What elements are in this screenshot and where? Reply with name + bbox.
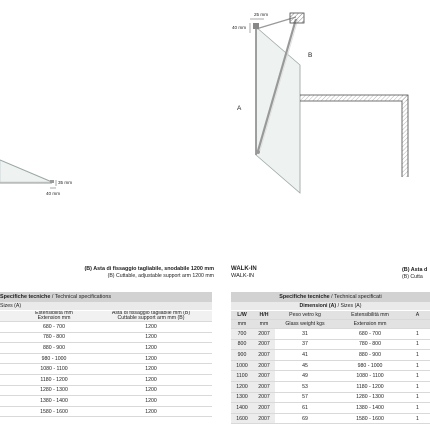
extension-cell: 780 - 800	[18, 332, 90, 343]
table-row	[0, 322, 212, 333]
weight-cell: 45	[275, 360, 335, 371]
support-arm-cell: 1	[405, 392, 430, 403]
support-arm-cell: 1	[405, 329, 430, 340]
unit-lw: mm	[231, 320, 253, 329]
width-cell: 700	[231, 329, 253, 340]
title-it: WALK-IN	[231, 266, 257, 272]
weight-cell: 31	[275, 329, 335, 340]
extension-cell: 1080 - 1100	[335, 371, 405, 382]
table-row	[0, 385, 212, 396]
right-caption-en: (B) Cutta	[402, 273, 423, 280]
dim-40mm-label-right: 40 mm	[232, 25, 247, 30]
extension-cell: 1080 - 1100	[18, 364, 90, 375]
weight-cell: 61	[275, 403, 335, 414]
table-row	[0, 374, 212, 385]
extension-cell: 680 - 700	[18, 322, 90, 333]
left-spec-table	[0, 311, 212, 417]
right-spec-it-label: Specifiche tecniche	[279, 294, 330, 300]
height-cell: 2007	[253, 392, 275, 403]
left-spec-bar	[0, 292, 212, 302]
height-cell: 2007	[253, 413, 275, 424]
unit-hh: mm	[253, 320, 275, 329]
weight-cell: 69	[275, 413, 335, 424]
extension-cell: 1380 - 1400	[18, 396, 90, 407]
right-table-unit-row	[231, 320, 430, 329]
width-cell: 1000	[231, 360, 253, 371]
col-ext-header-right: Estensibilità mm	[335, 311, 405, 320]
table-row	[0, 364, 212, 375]
support-arm-cell: 1200	[90, 353, 212, 364]
support-arm-cell: 1200	[90, 364, 212, 375]
right-dimensions-bar	[231, 302, 430, 310]
width-cell: 1400	[231, 403, 253, 414]
support-arm-cell: 1200	[90, 396, 212, 407]
right-caption-it: (B) Asta d	[402, 267, 428, 273]
label-b: B	[308, 52, 313, 59]
width-cell: 1100	[231, 371, 253, 382]
right-spec-en-label: / Technical specificati	[331, 294, 382, 300]
height-cell: 2007	[253, 350, 275, 361]
table-row	[231, 329, 430, 340]
left-sizes-bar	[0, 302, 212, 310]
label-a: A	[237, 105, 242, 112]
height-cell: 2007	[253, 403, 275, 414]
extension-cell: 680 - 700	[335, 329, 405, 340]
width-cell: 800	[231, 339, 253, 350]
support-arm-cell: 1	[405, 350, 430, 361]
weight-cell: 37	[275, 339, 335, 350]
unit-ext: Extension mm	[335, 320, 405, 329]
support-arm-cell: 1	[405, 413, 430, 424]
dimensions-a-label: (A)	[328, 303, 337, 309]
support-arm-cell: 1	[405, 360, 430, 371]
extension-cell: 880 - 900	[18, 343, 90, 354]
walk-in-drawing	[230, 5, 430, 195]
support-arm-cell: 1200	[90, 332, 212, 343]
width-cell: 1300	[231, 392, 253, 403]
right-caption	[402, 267, 427, 280]
support-arm-cell: 1	[405, 381, 430, 392]
weight-cell: 57	[275, 392, 335, 403]
weight-cell: 41	[275, 350, 335, 361]
extension-cell: 980 - 1000	[335, 360, 405, 371]
col-hh-header: H/H	[253, 311, 275, 320]
title-en: WALK-IN	[231, 273, 255, 279]
table-row	[231, 413, 430, 424]
table-row	[0, 332, 212, 343]
table-row	[231, 403, 430, 414]
table-row	[231, 360, 430, 371]
col-lw-header: L/W	[231, 311, 253, 320]
extension-cell: 1280 - 1300	[335, 392, 405, 403]
extension-cell: 980 - 1000	[18, 353, 90, 364]
table-row	[0, 353, 212, 364]
left-caption	[64, 266, 214, 279]
width-cell: 1200	[231, 381, 253, 392]
col-ext-header: Estensibilità mm Extension mm	[18, 311, 90, 322]
table-row	[0, 343, 212, 354]
dimensions-label: Dimensioni	[299, 303, 328, 309]
spec-it-label: Specifiche tecniche	[0, 294, 51, 300]
right-table-header-row	[231, 311, 430, 320]
right-spec-table	[231, 311, 430, 424]
table-row	[0, 396, 212, 407]
dim-40mm-label: 40 mm	[46, 191, 61, 196]
weight-cell: 49	[275, 371, 335, 382]
extension-cell: 1180 - 1200	[18, 374, 90, 385]
extension-cell: 1380 - 1400	[335, 403, 405, 414]
height-cell: 2007	[253, 381, 275, 392]
extension-cell: 1180 - 1200	[335, 381, 405, 392]
width-cell: 1600	[231, 413, 253, 424]
width-cell: 900	[231, 350, 253, 361]
height-cell: 2007	[253, 360, 275, 371]
height-cell: 2007	[253, 329, 275, 340]
unit-weight: Glass weight kgs	[275, 320, 335, 329]
height-cell: 2007	[253, 371, 275, 382]
table-header-row	[0, 311, 212, 322]
support-arm-cell: 1200	[90, 343, 212, 354]
walk-in-title	[231, 266, 257, 280]
dimensions-sizes-label: / Sizes (A)	[337, 303, 362, 309]
table-row	[231, 371, 430, 382]
extension-cell: 1280 - 1300	[18, 385, 90, 396]
table-row	[0, 406, 212, 417]
weight-cell: 53	[275, 381, 335, 392]
col-weight-header: Peso vetro kg	[275, 311, 335, 320]
extension-cell: 880 - 900	[335, 350, 405, 361]
col-arm-header: Asta di fissaggio tagliabile mm (B) Cuttable support arm mm (B)	[90, 311, 212, 322]
caption-en: (B) Cuttable, adjustable support arm 1200 mm	[107, 272, 214, 279]
spec-en-label: / Technical specifications	[51, 294, 112, 300]
extension-cell: 1580 - 1600	[18, 406, 90, 417]
table-row	[231, 392, 430, 403]
height-cell: 2007	[253, 339, 275, 350]
table-row	[231, 350, 430, 361]
support-arm-cell: 1	[405, 371, 430, 382]
dim-35mm-label: 35 mm	[58, 180, 73, 185]
extension-cell: 780 - 800	[335, 339, 405, 350]
caption-it: (B) Asta di fissaggio tagliabile, snodabile 1200 mm	[84, 266, 214, 272]
support-arm-cell: 1200	[90, 322, 212, 333]
dim-25mm-label: 25 mm	[254, 12, 269, 17]
sizes-label: Sizes (A)	[0, 303, 22, 309]
table-row	[231, 381, 430, 392]
support-arm-cell: 1	[405, 339, 430, 350]
extension-cell: 1580 - 1600	[335, 413, 405, 424]
right-spec-bar	[231, 292, 430, 302]
support-arm-cell: 1200	[90, 406, 212, 417]
support-arm-cell: 1	[405, 403, 430, 414]
support-arm-cell: 1200	[90, 385, 212, 396]
col-arm-header-right: A	[405, 311, 430, 320]
support-arm-cell: 1200	[90, 374, 212, 385]
table-row	[231, 339, 430, 350]
